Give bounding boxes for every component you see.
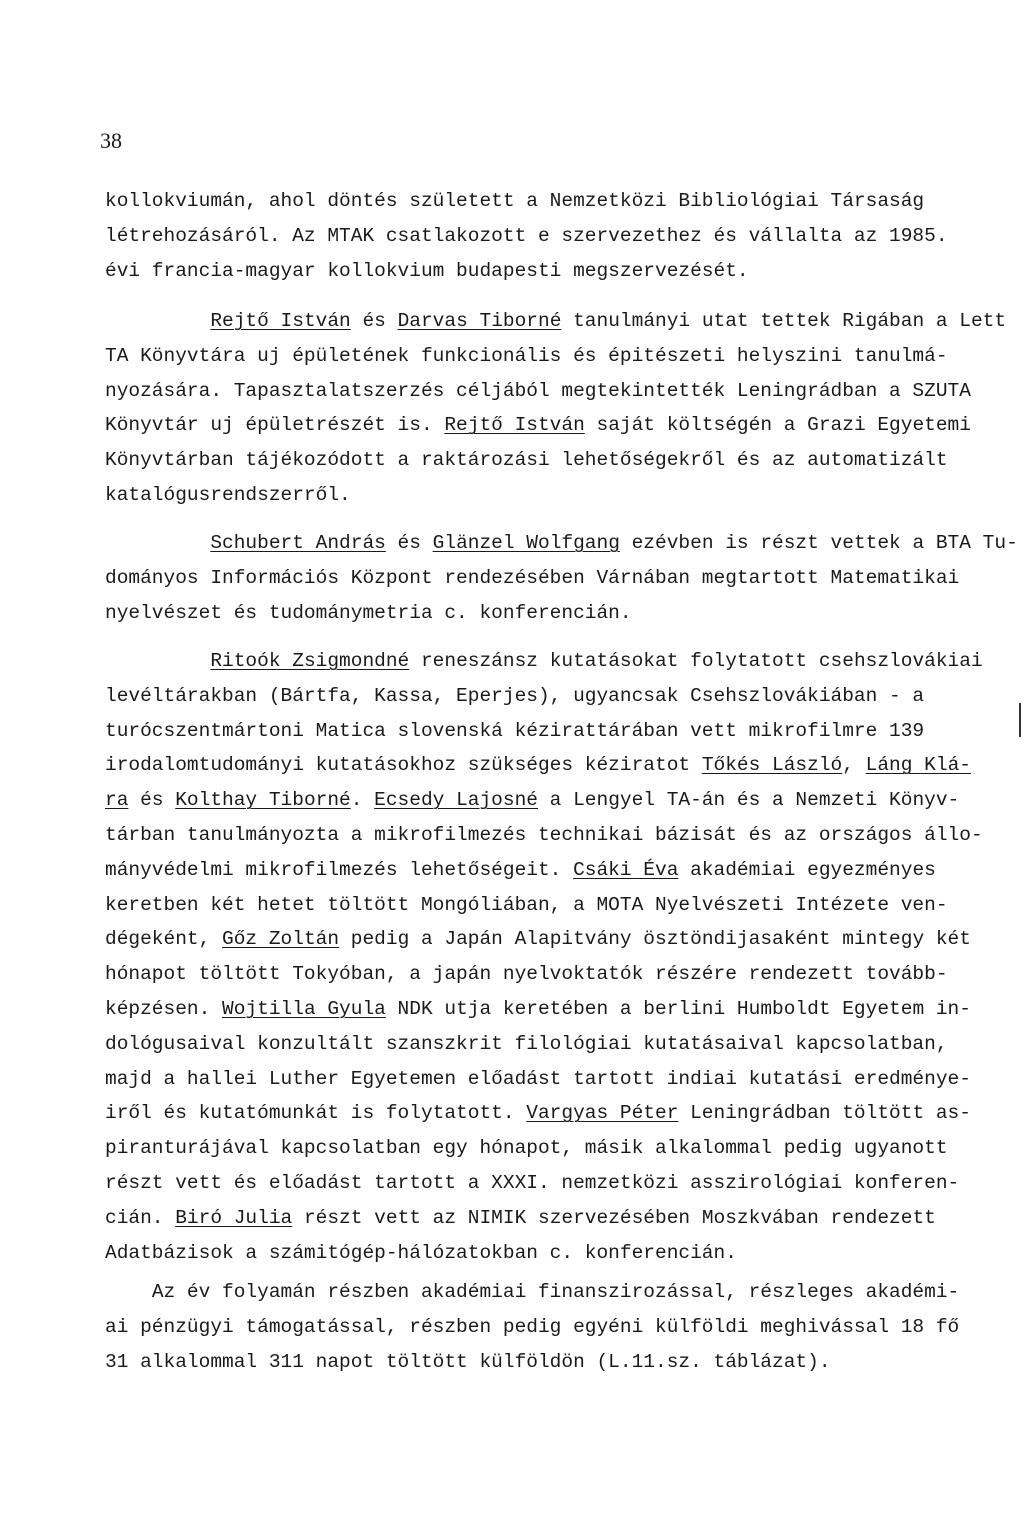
person-name: Csáki Éva [573, 858, 679, 881]
text-line: évi francia-magyar kollokvium budapesti megszervezését. [105, 259, 749, 282]
text-line: Ritoók Zsigmondné reneszánsz kutatásokat folytatott csehszlovákiai [210, 650, 983, 672]
person-name: Ecsedy Lajosné [374, 789, 538, 812]
page-number: 38 [100, 128, 122, 153]
paragraph-3 [105, 526, 1018, 630]
text-line: katalógusrendszerről. [105, 483, 351, 506]
text-line: majd a hallei Luther Egyetemen előadást tartott indiai kutatási eredménye- [105, 1067, 971, 1090]
person-name: Wojtilla Gyula [222, 997, 386, 1020]
paragraph-2 [105, 304, 1007, 513]
text-line: TA Könyvtára uj épületének funkcionális és épitészeti helyszini tanulmá- [105, 344, 948, 367]
text-line: Rejtő István és Darvas Tiborné tanulmányi utat tettek Rigában a Lett [210, 310, 1007, 332]
person-name: Ritoók Zsigmondné [210, 650, 410, 672]
person-name: Vargyas Péter [526, 1102, 679, 1125]
paragraph-4 [105, 644, 983, 1270]
text-line: dológusaival konzultált szanszkrit filológiai kutatásaival kapcsolatban, [105, 1032, 948, 1055]
person-name: Biró Julia [175, 1206, 293, 1229]
text-line: Könyvtár uj épületrészét is. Rejtő István saját költségén a Grazi Egyetemi [105, 414, 971, 437]
person-name: Schubert András [210, 532, 386, 554]
person-name: Rejtő István [444, 414, 585, 437]
text-line: keretben két hetet töltött Mongóliában, a MOTA Nyelvészeti Intézete ven- [105, 893, 948, 916]
text-line: képzésen. Wojtilla Gyula NDK utja keretében a berlini Humboldt Egyetem in- [105, 997, 971, 1020]
person-name: Darvas Tiborné [397, 310, 562, 332]
text-line: tárban tanulmányozta a mikrofilmezés technikai bázisát és az országos állo- [105, 823, 983, 846]
person-name: Láng Klá- [865, 754, 971, 777]
person-name: Glänzel Wolfgang [432, 532, 620, 554]
text-line: nyelvészet és tudománymetria c. konferencián. [105, 601, 632, 624]
text-line: Adatbázisok a számitógép-hálózatokban c. konferencián. [105, 1241, 737, 1264]
person-name: Kolthay Tiborné [175, 789, 351, 812]
person-name: ra [105, 789, 129, 812]
text-line: iről és kutatómunkát is folytatott. Vargyas Péter Leningrádban töltött as- [105, 1102, 971, 1125]
text-line: irodalomtudományi kutatásokhoz szükséges kéziratot Tőkés László, Láng Klá- [105, 754, 971, 777]
text-line: ra és Kolthay Tiborné. Ecsedy Lajosné a Lengyel TA-án és a Nemzeti Könyv- [105, 789, 960, 812]
text-line: dégeként, Gőz Zoltán pedig a Japán Alapitvány ösztöndijasaként mintegy két [105, 928, 971, 951]
text-line: levéltárakban (Bártfa, Kassa, Eperjes), ugyancsak Csehszlovákiában - a [105, 684, 925, 707]
text-line: turócszentmártoni Matica slovenská kézirattárában vett mikrofilmre 139 [105, 719, 925, 742]
text-line: létrehozásáról. Az MTAK csatlakozott e szervezethez és vállalta az 1985. [105, 224, 948, 247]
text-line: Schubert András és Glänzel Wolfgang ezévben is részt vettek a BTA Tu- [210, 532, 1018, 554]
paragraph-1 [105, 184, 975, 288]
text-line: dományos Információs Központ rendezésében Várnában megtartott Matematikai [105, 566, 960, 589]
paragraph-5 [105, 1275, 975, 1379]
text-line: kollokviumán, ahol döntés született a Nemzetközi Bibliológiai Társaság [105, 190, 925, 212]
margin-mark [1019, 703, 1021, 737]
person-name: Rejtő István [210, 310, 351, 332]
text-line: hónapot töltött Tokyóban, a japán nyelvoktatók részére rendezett tovább- [105, 963, 948, 986]
text-line: cián. Biró Julia részt vett az NIMIK szervezésében Moszkvában rendezett [105, 1206, 936, 1229]
text-line: ai pénzügyi támogatással, részben pedig egyéni külföldi meghivással 18 fő [105, 1315, 960, 1338]
text-line: Könyvtárban tájékozódott a raktározási lehetőségekről és az automatizált [105, 449, 948, 472]
text-line: nyozására. Tapasztalatszerzés céljából megtekintették Leningrádban a SZUTA [105, 379, 971, 402]
text-line: részt vett és előadást tartott a XXXI. nemzetközi asszirológiai konferen- [105, 1171, 960, 1194]
text-line: piranturájával kapcsolatban egy hónapot, másik alkalommal pedig ugyanott [105, 1137, 948, 1160]
person-name: Gőz Zoltán [222, 928, 340, 951]
text-line: 31 alkalommal 311 napot töltött külföldön (L.11.sz. táblázat). [105, 1350, 831, 1373]
person-name: Tőkés László [701, 754, 843, 777]
text-line: Az év folyamán részben akadémiai finanszirozással, részleges akadémi- [151, 1281, 960, 1303]
text-line: mányvédelmi mikrofilmezés lehetőségeit. Csáki Éva akadémiai egyezményes [105, 858, 936, 881]
